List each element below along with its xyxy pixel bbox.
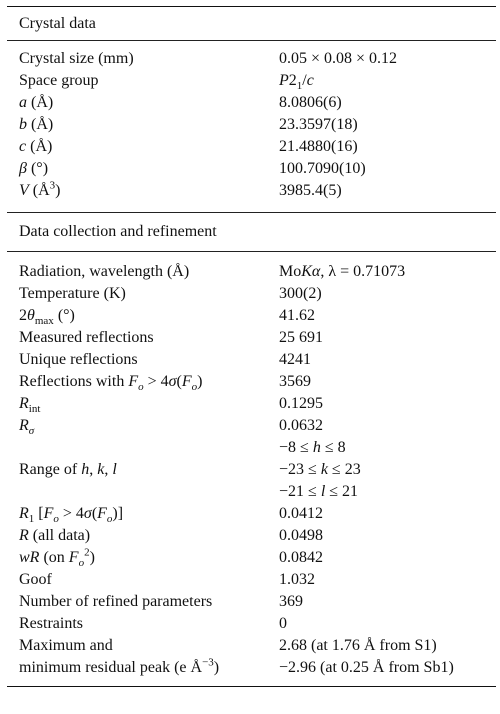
- row-label: V $(Å^3)$: [19, 179, 61, 199]
- section-title-crystal: Crystal data: [19, 15, 96, 32]
- row-value: 0.0842: [279, 549, 323, 566]
- table-row: [0, 658, 500, 678]
- row-label: $2\theta_{max}$ (°): [19, 307, 75, 328]
- table-row: [0, 636, 500, 656]
- row-label: $R_{int}$: [19, 395, 41, 416]
- row-value: 2.68 (at 1.76 Å from S1): [279, 637, 437, 654]
- table-row: [0, 284, 500, 304]
- row-label: Space group: [19, 72, 99, 89]
- row-value: 41.62: [279, 307, 315, 324]
- row-value: 21.4880(16): [279, 138, 358, 155]
- table-row: [0, 262, 500, 282]
- row-value: 25 691: [279, 329, 323, 346]
- row-value: −8 ≤ h ≤ 8: [279, 439, 346, 456]
- row-label: Number of refined parameters: [19, 593, 213, 610]
- table-row: [0, 394, 500, 414]
- row-value: MoKα, λ = 0.71073: [279, 263, 406, 280]
- row-label: Restraints: [19, 615, 83, 632]
- row-value: 0.0412: [279, 505, 323, 522]
- row-value: 3569: [279, 373, 311, 390]
- table-row: [0, 614, 500, 634]
- table-row: [0, 592, 500, 612]
- table-row: [0, 137, 500, 157]
- table-row: [0, 460, 500, 480]
- row-label: Measured reflections: [19, 329, 154, 346]
- table-row: [0, 482, 500, 502]
- row-label: Unique reflections: [19, 351, 138, 368]
- row-label: $R_1$ $[F_o > 4\sigma(F_o)]$: [19, 505, 124, 526]
- table-row: [0, 438, 500, 458]
- row-value: −2.96 (at 0.25 Å from Sb1): [279, 659, 454, 676]
- row-value: 300(2): [279, 285, 322, 302]
- table-row: [0, 306, 500, 326]
- table-row: [0, 350, 500, 370]
- row-value: 0.05 × 0.08 × 0.12: [279, 50, 398, 67]
- row-value: 23.3597(18): [279, 116, 358, 133]
- row-label: R (all data): [19, 527, 91, 544]
- row-value: 1.032: [279, 571, 315, 588]
- row-label: Crystal size (mm): [19, 50, 134, 67]
- table-row: [0, 115, 500, 135]
- row-label: $R_\sigma$: [19, 417, 35, 438]
- table-row: [0, 504, 500, 524]
- row-label: β (°): [19, 160, 49, 177]
- row-value: $P2_1/c$: [279, 72, 314, 93]
- table-row: [0, 372, 500, 392]
- row-value: 0.1295: [279, 395, 323, 412]
- row-label: c (Å): [19, 138, 53, 155]
- row-label: Range of h, k, l: [19, 461, 117, 478]
- top-rule: [7, 6, 496, 7]
- table-row: [0, 71, 500, 91]
- row-value: 0: [279, 615, 287, 632]
- row-label: wR (on $F_o^2$): [19, 546, 95, 570]
- row-label: b (Å): [19, 116, 54, 133]
- table-row: [0, 181, 500, 201]
- section-title-collection: Data collection and refinement: [19, 223, 217, 240]
- row-value: 4241: [279, 351, 311, 368]
- table-row: [0, 93, 500, 113]
- row-value: −21 ≤ l ≤ 21: [279, 483, 359, 500]
- row-value: −23 ≤ k ≤ 23: [279, 461, 361, 478]
- table-row: [0, 416, 500, 436]
- row-label: minimum residual peak (e $Å^{-3}$): [19, 656, 220, 676]
- row-label: a (Å): [19, 94, 54, 111]
- table-row: [0, 570, 500, 590]
- bottom-rule: [7, 686, 496, 687]
- section-rule: [7, 251, 496, 252]
- section-rule: [7, 40, 496, 41]
- table-row: [0, 526, 500, 546]
- row-value: 3985.4(5): [279, 182, 342, 199]
- table-row: [0, 548, 500, 568]
- row-value: 100.7090(10): [279, 160, 366, 177]
- row-label: Temperature (K): [19, 285, 126, 302]
- row-value: 8.0806(6): [279, 94, 342, 111]
- row-label: Radiation, wavelength (Å): [19, 263, 190, 280]
- row-label: Goof: [19, 571, 52, 588]
- row-value: 0.0632: [279, 417, 323, 434]
- row-label: Maximum and: [19, 637, 113, 654]
- section-rule: [7, 212, 496, 213]
- table-row: [0, 328, 500, 348]
- table-row: [0, 159, 500, 179]
- table-row: [0, 49, 500, 69]
- row-value: 369: [279, 593, 303, 610]
- row-label: Reflections with $F_o > 4\sigma(F_o)$: [19, 373, 203, 394]
- row-value: 0.0498: [279, 527, 323, 544]
